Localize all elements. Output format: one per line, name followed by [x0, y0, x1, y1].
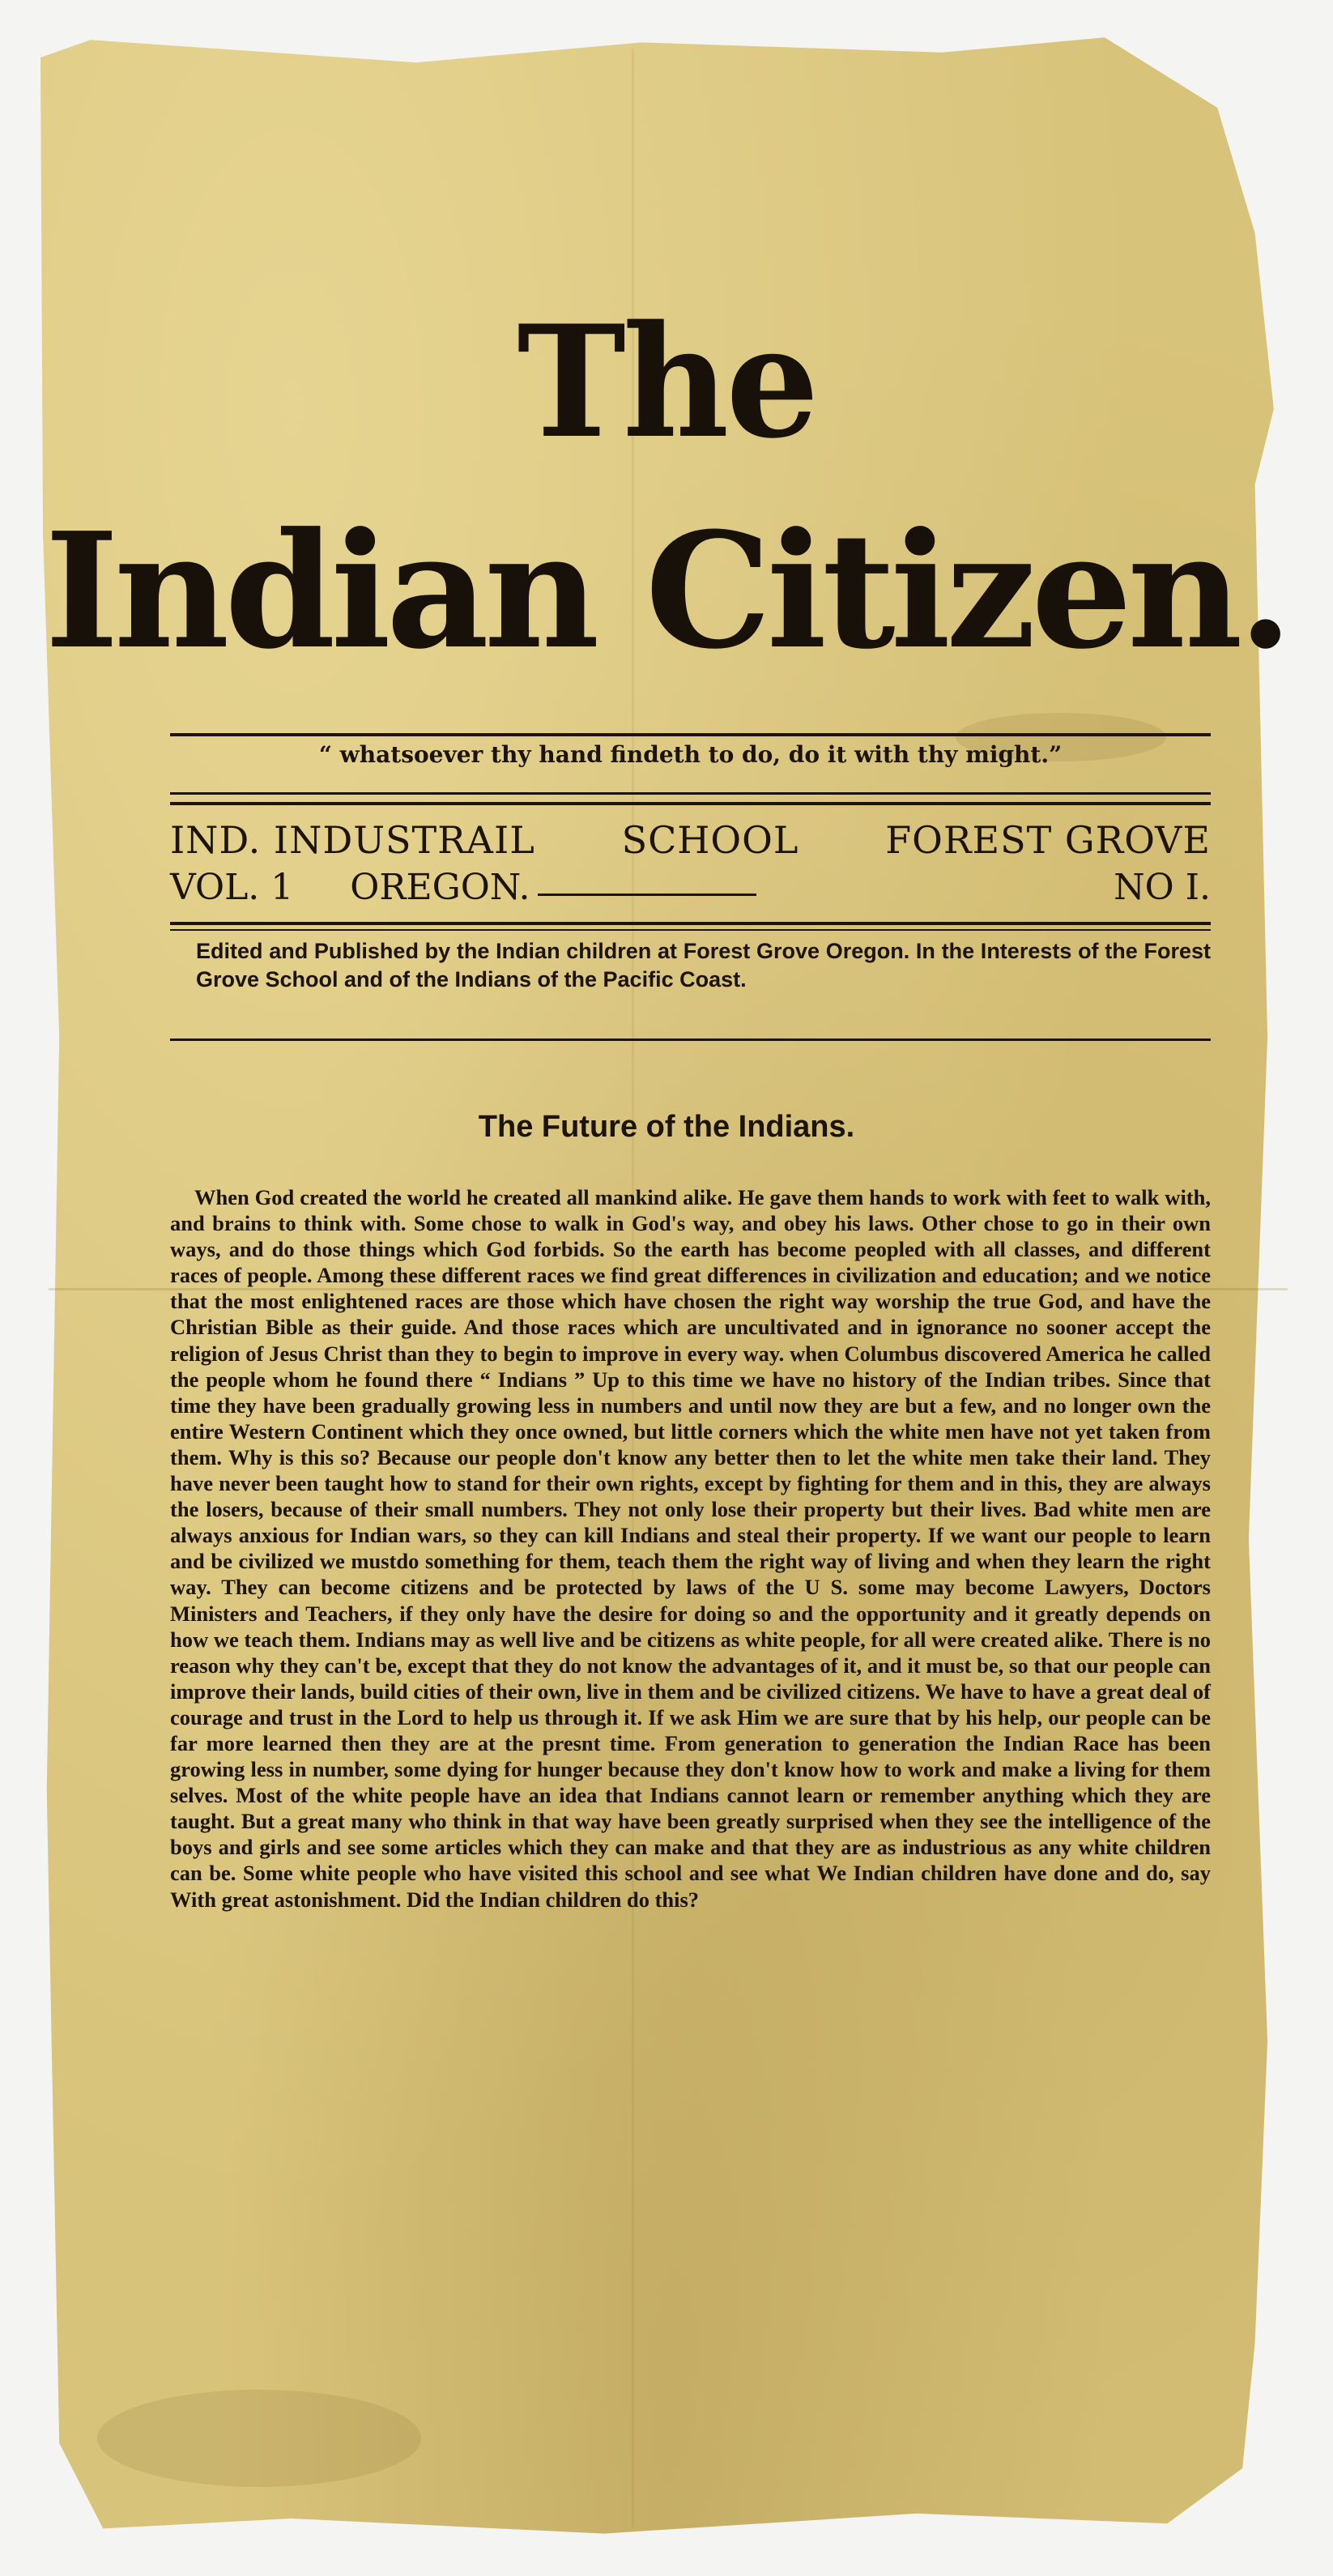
masthead-the: The [517, 292, 816, 472]
issue-number: NO I. [1114, 867, 1211, 908]
volume-number: VOL. 1 [170, 867, 294, 908]
school-word: SCHOOL [621, 818, 799, 862]
header-rule-1 [170, 922, 1211, 925]
masthead-rule-top [170, 733, 1211, 736]
article-title: The Future of the Indians. [478, 1110, 855, 1144]
motto-rule-1 [170, 792, 1211, 795]
school-location: FOREST GROVE [885, 818, 1211, 862]
header-rule-2 [170, 929, 1211, 931]
masthead-title: Indian Citizen. [45, 498, 1288, 685]
school-name: IND. INDUSTRAIL [170, 818, 535, 862]
article-body: When God created the world he created all mankind alike. He gave them hands to work with feet to walk with, and brains to think with. Some chose to walk in God's way, and obey his laws. Other chose to go in their own ways, and do those things which God forbids. So the earth has become peopled with all classes, and different races of people. Among these different races we find great differences in civilization and education; and we notice that the most enlightened races are those which have chosen the right way worship the true God, and have the Christian Bible as their guide. And those races which are uncultivated and in ignorance no sooner accept the religion of Jesus Christ than they to begin to improve in every way. when Columbus discovered America he called the people whom he found there “ Indians ” Up to this time we have no history of the Indian tribes. Since that time they have been gradually growing less in numbers and until now they are but a few, and no longer own the entire Western Continent which they once owned, but little corners which the white men have not yet taken from them. Why is this so? Because our people don't know any better then to let the white men take their land. They have never been taught how to stand for their own rights, except by fighting for them and in this, they are always the losers, because of their small numbers. They not only lose their property but their lives. Bad white men are always anxious for Indian wars, so they can kill Indians and steal their property. If we want our people to learn and be civilized we mustdo something for them, teach them the right way of living and when they learn the right way. They can become citizens and be protected by laws of the U S. some may become Lawyers, Doctors Ministers and Teachers, if they only have the desire for doing so and the opportunity and it greatly depends on how we teach them. Indians may as well live and be citizens as white people, for all were created alike. There is no reason why they can't be, except that they do not know the advantages of it, and it must be, so that our people can improve their lands, build cities of their own, live in them and be civilized citizens. We have to have a great deal of courage and trust in the Lord to help us through it. If we ask Him we are sure that by his help, our people can be far more learned then they are at the presnt time. From generation to generation the Indian Race has been growing less in number, some dying for hunger because they don't know how to work and make a living for them selves. Most of the white people have an idea that Indians cannot learn or remember anything which they are taught. But a great many who think in that way have been greatly surprised when they see the intelligence of the boys and girls and see some articles which they can make and that they are as industrious as any white children can be. Some white people who have visited this school and see what We Indian children have done and do, say With great astonishment. Did the Indian children do this? [170, 1185, 1211, 1912]
dash-rule [538, 893, 756, 896]
header-rule-bottom [170, 1039, 1211, 1041]
place-name: OREGON. [350, 867, 530, 908]
edited-by-notice: Edited and Published by the Indian children at Forest Grove Oregon. In the Interests of the Forest Grove School and of the Indians of the Pacific Coast. [196, 939, 1211, 992]
paper-stain [97, 2390, 421, 2487]
school-line [170, 818, 1211, 862]
motto: “ whatsoever thy hand findeth to do, do it with thy might.” [318, 741, 1063, 768]
motto-rule-2 [170, 802, 1211, 805]
volume-line [170, 867, 1211, 908]
